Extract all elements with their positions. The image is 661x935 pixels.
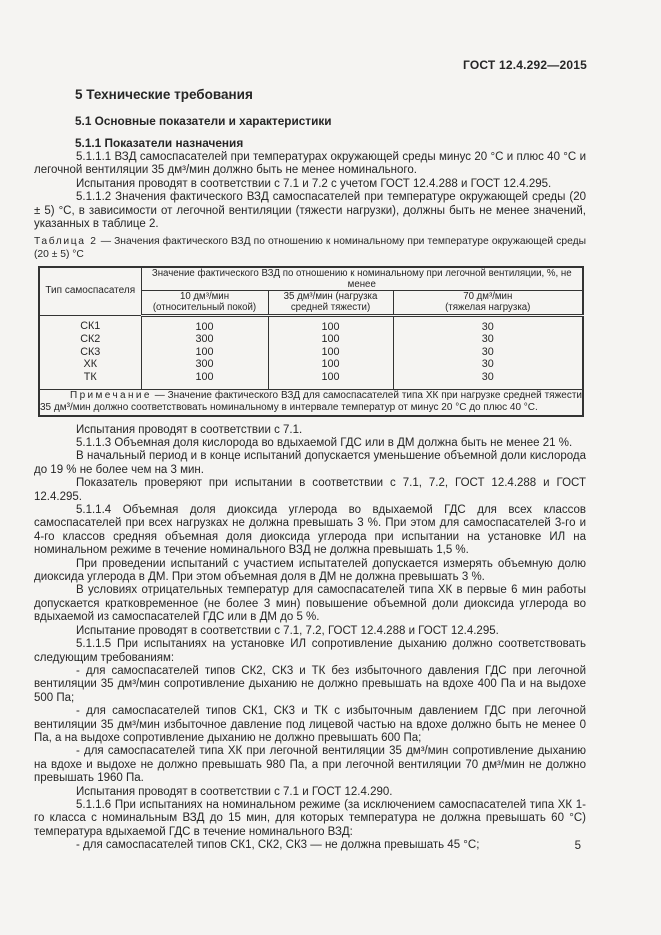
- table-row: [39, 333, 583, 346]
- paragraph: В начальный период и в конце испытаний допускается уменьшение объемной доли кислорода до 19 % не более чем на 3 мин.: [34, 450, 586, 476]
- table-cell: 100: [268, 333, 393, 346]
- table-cell: 30: [393, 315, 583, 333]
- paragraph: - для самоспасателей типа ХК при легочной вентиляции 35 дм³/мин сопротивление дыханию на вдохе и выдохе не должно превышать 980 Па, а при легочной вентиляции 70 дм³/мин не должно превышать 1960 Па.: [34, 745, 586, 785]
- table-header-cell: [268, 290, 393, 315]
- table-header-cell: [141, 290, 268, 315]
- table-cell: 100: [268, 315, 393, 333]
- table-cell: 100: [268, 371, 393, 389]
- subsection-heading: 5.1 Основные показатели и характеристики: [75, 114, 332, 128]
- table-cell: 30: [393, 346, 583, 359]
- subheader-line: 35 дм³/мин (нагрузка: [283, 290, 378, 302]
- paragraph: 5.1.1.4 Объемная доля диоксида углерода во вдыхаемой ГДС для всех классов самоспасателей при всех нагрузках не должна превышать 3 %. При этом для самоспасателей 3-го и 4-го классов средняя объемная доля диоксида углерода при испытании на установке ИЛ на номинальном режиме в течение номинального ВЗД не должна превышать 1,5 %.: [34, 504, 586, 557]
- table-cell: 100: [268, 346, 393, 359]
- table-cell: 30: [393, 333, 583, 346]
- table-header-cell: Тип самоспасателя: [39, 267, 141, 316]
- table-cell: 100: [268, 358, 393, 371]
- table-row: [39, 346, 583, 359]
- paragraph: Испытания проводят в соответствии с 7.1 и ГОСТ 12.4.290.: [76, 785, 393, 798]
- subheader-line: 70 дм³/мин: [463, 290, 513, 302]
- paragraph: 5.1.1.1 ВЗД самоспасателей при температурах окружающей среды минус 20 °С и плюс 40 °С и легочной вентиляции 35 дм³/мин должно быть не менее номинального.: [34, 151, 586, 177]
- subheader-line: средней тяжести): [290, 302, 371, 314]
- table-row: [39, 315, 583, 333]
- subheader-line: (относительный покой): [152, 302, 257, 314]
- table-header-row: [39, 267, 583, 291]
- table-cell: 30: [393, 358, 583, 371]
- paragraph: - для самоспасателей типов СК1, СК3 и ТК с избыточным давлением ГДС при легочной вентиляции 35 дм³/мин избыточное давление под лицевой частью на вдохе должно быть не менее 0 Па, а на выдохе сопротивление дыханию не должно превышать 600 Па;: [34, 705, 586, 744]
- paragraph: При проведении испытаний с участием испытателей допускается измерять объемную долю диоксида углерода в ДМ. При этом объемная доля в ДМ не должна превышать 3 %.: [34, 557, 586, 584]
- paragraph: 5.1.1.5 При испытаниях на установке ИЛ сопротивление дыханию должно соответствовать следующим требованиям:: [34, 638, 586, 664]
- page-number: 5: [574, 840, 581, 852]
- table-note-text: — Значение фактического ВЗД для самоспасателей типа ХК при нагрузке средней тяжести 35 дм³/мин должно соответствовать номинальному в интервале температур от минус 20 °С до плюс 40 °С.: [40, 389, 583, 414]
- table-cell: СК1: [39, 315, 141, 333]
- table-note-label: Примечание: [70, 389, 152, 401]
- table-cell: 100: [141, 371, 268, 389]
- table-cell: 100: [141, 315, 268, 333]
- table-row: [39, 358, 583, 371]
- body-text: [34, 151, 586, 853]
- paragraph: Испытания проводят в соответствии с 7.1.: [76, 423, 303, 436]
- table-cell: СК2: [39, 333, 141, 346]
- table-cell: 300: [141, 333, 268, 346]
- table-cell: ХК: [39, 358, 141, 371]
- doc-code-header: ГОСТ 12.4.292—2015: [462, 58, 587, 72]
- paragraph: 5.1.1.3 Объемная доля кислорода во вдыхаемой ГДС или в ДМ должна быть не менее 21 %.: [76, 437, 573, 449]
- subheader-line: 10 дм³/мин: [179, 290, 230, 302]
- table-cell: 30: [393, 371, 583, 389]
- paragraph: В условиях отрицательных температур для самоспасателей типа ХК в первые 6 мин работы допускается кратковременное (не более 3 мин) повышение объемной доли диоксида углерода во вдыхаемой из самоспасателей ГДС или в ДМ до 5 %.: [34, 584, 586, 624]
- table-row: [39, 371, 583, 389]
- section-heading: 5 Технические требования: [75, 87, 253, 102]
- table-cell: СК3: [39, 346, 141, 359]
- table-cell: ТК: [39, 371, 141, 389]
- paragraph: Испытания проводят в соответствии с 7.1 и 7.2 с учетом ГОСТ 12.4.288 и ГОСТ 12.4.295.: [76, 177, 552, 190]
- table-cell: 300: [141, 358, 268, 371]
- table-note: [39, 389, 583, 416]
- table-caption: [34, 236, 586, 261]
- paragraph: - для самоспасателей типов СК1, СК2, СК3 — не должна превышать 45 °С;: [76, 839, 480, 852]
- paragraph: Показатель проверяют при испытании в соответствии с 7.1, 7.2, ГОСТ 12.4.288 и ГОСТ 12.4.295.: [34, 477, 586, 503]
- paragraph: 5.1.1.2 Значения фактического ВЗД самоспасателей при температуре окружающей среды (20 ± 5) °С, в зависимости от легочной вентиляции (тяжести нагрузки), должны быть не менее значений, указанных в таблице 2.: [34, 191, 586, 231]
- paragraph: 5.1.1.6 При испытаниях на номинальном режиме (за исключением самоспасателей типа ХК 1-го класса с номинальным ВЗД до 15 мин, для которых температура не должна превышать 60 °С) температура вдыхаемой ГДС в течение номинального ВЗД:: [34, 798, 586, 838]
- subsubsection-heading: 5.1.1 Показатели назначения: [75, 136, 244, 150]
- paragraph: - для самоспасателей типов СК2, СК3 и ТК без избыточного давления ГДС при легочной вентиляции 35 дм³/мин сопротивление дыханию не должно превышать на вдохе 400 Па и на выдохе 500 Па;: [34, 664, 586, 704]
- table-caption-text: — Значения фактического ВЗД по отношению к номинальному при температуре окружающей среды (20 ± 5) °С: [34, 236, 586, 261]
- table-caption-label: Таблица 2: [34, 236, 98, 248]
- table-2: [38, 266, 584, 417]
- paragraph: Испытание проводят в соответствии с 7.1, 7.2, ГОСТ 12.4.288 и ГОСТ 12.4.295.: [76, 624, 499, 637]
- subheader-line: (тяжелая нагрузка): [445, 302, 531, 314]
- table-header-cell: [393, 290, 583, 315]
- table-note-row: [39, 389, 583, 416]
- table-header-cell: Значение фактического ВЗД по отношению к номинальному при легочной вентиляции, %, не менее: [141, 267, 583, 291]
- table-cell: 100: [141, 346, 268, 359]
